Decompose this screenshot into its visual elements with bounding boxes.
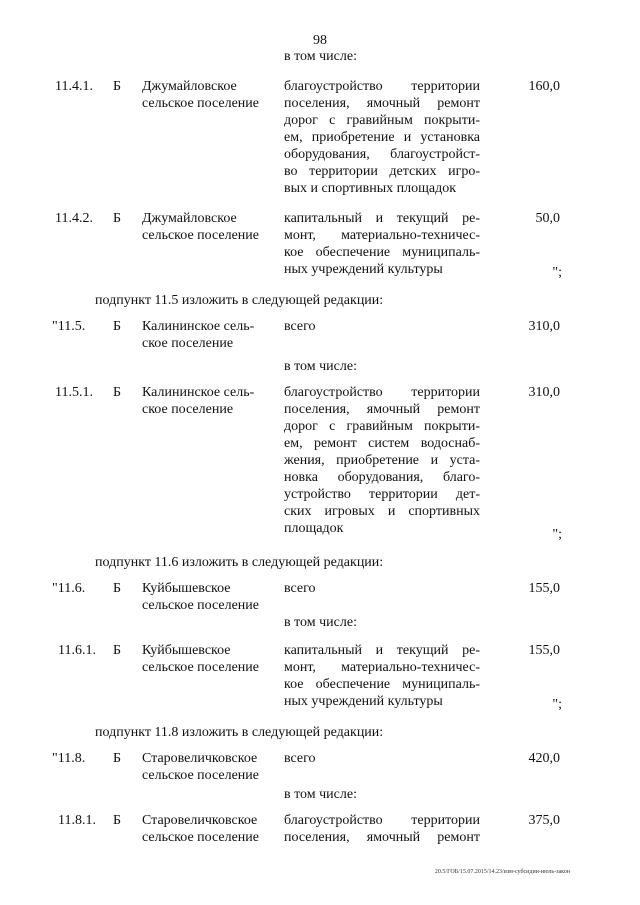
description-line: благоустройство территории xyxy=(284,79,480,94)
row-amount: 50,0 xyxy=(535,211,560,226)
description-line: в том числе: xyxy=(284,615,357,630)
name-line: Калининское сель- xyxy=(142,319,255,334)
row-amount: 420,0 xyxy=(528,751,560,766)
row-description xyxy=(284,384,480,537)
name-line: Старовеличковское xyxy=(142,751,258,766)
row-description xyxy=(284,318,480,335)
row-amount: 155,0 xyxy=(528,581,560,596)
row-category: Б xyxy=(113,581,122,596)
row-code: 11.4.2. xyxy=(55,211,93,226)
row-category: Б xyxy=(113,319,122,334)
description-line: во территории детских игро- xyxy=(284,164,480,179)
description-line: монт, материально-техничес- xyxy=(284,228,480,243)
description-line: всего xyxy=(284,319,316,334)
name-line: сельское поселение xyxy=(142,830,259,845)
description-line: в том числе: xyxy=(284,787,357,802)
row-code: "11.5. xyxy=(52,319,86,334)
description-line: поселения, ямочный ремонт xyxy=(284,96,480,111)
description-line: в том числе: xyxy=(284,359,357,374)
row-category: Б xyxy=(113,751,122,766)
footer-file-reference: 20.5/ГОБ/15.07.2015/14.23/изм-субсидии-июль-закон xyxy=(434,869,570,875)
row-category: Б xyxy=(113,79,122,94)
description-line: оборудования, благоустройст- xyxy=(284,147,480,162)
description-line: ских игровых и спортивных xyxy=(284,504,480,519)
name-line: Джумайловское xyxy=(142,211,237,226)
row-name xyxy=(142,580,259,614)
name-line: сельское поселение xyxy=(142,660,259,675)
amendment-intro: подпункт 11.8 изложить в следующей редакции: xyxy=(95,725,384,740)
row-description xyxy=(284,78,480,197)
name-line: Джумайловское xyxy=(142,79,237,94)
row-description xyxy=(284,48,480,65)
description-line: кое обеспечение муниципаль- xyxy=(284,677,480,692)
description-line: вых и спортивных площадок xyxy=(284,181,457,196)
row-code: "11.8. xyxy=(52,751,86,766)
description-line: ем, приобретение и установка xyxy=(284,130,480,145)
description-line: благоустройство территории xyxy=(284,385,480,400)
row-code: 11.5.1. xyxy=(55,385,93,400)
closing-quote: "; xyxy=(552,265,562,280)
row-description xyxy=(284,580,480,597)
name-line: Куйбышевское xyxy=(142,581,231,596)
name-line: сельское поселение xyxy=(142,598,259,613)
row-name xyxy=(142,750,259,784)
name-line: Куйбышевское xyxy=(142,643,231,658)
description-line: дорог с гравийным покрыти- xyxy=(284,113,480,128)
name-line: ское поселение xyxy=(142,336,234,351)
row-category: Б xyxy=(113,211,122,226)
description-line: монт, материально-техничес- xyxy=(284,660,480,675)
row-description xyxy=(284,210,480,278)
row-name xyxy=(142,78,259,112)
row-code: 11.6.1. xyxy=(58,643,96,658)
row-name xyxy=(142,384,254,418)
row-description xyxy=(284,614,480,631)
row-description xyxy=(284,786,480,803)
description-line: благоустройство территории xyxy=(284,813,480,828)
amendment-intro: подпункт 11.5 изложить в следующей редакции: xyxy=(95,293,384,308)
name-line: Старовеличковское xyxy=(142,813,258,828)
row-description xyxy=(284,358,480,375)
description-line: устройство территории дет- xyxy=(284,487,480,502)
description-line: ных учреждений культуры xyxy=(284,694,443,709)
name-line: Калининское сель- xyxy=(142,385,255,400)
row-code: "11.6. xyxy=(52,581,86,596)
closing-quote: "; xyxy=(552,527,562,542)
page-number: 98 xyxy=(313,33,327,48)
row-category: Б xyxy=(113,385,122,400)
name-line: ское поселение xyxy=(142,402,234,417)
description-line: дорог с гравийным покрыти- xyxy=(284,419,480,434)
row-description xyxy=(284,642,480,710)
row-amount: 310,0 xyxy=(528,385,560,400)
description-line: капитальный и текущий ре- xyxy=(284,643,480,658)
row-description xyxy=(284,812,480,846)
row-amount: 375,0 xyxy=(528,813,560,828)
closing-quote: "; xyxy=(552,697,562,712)
row-name xyxy=(142,642,259,676)
amendment-intro: подпункт 11.6 изложить в следующей редакции: xyxy=(95,555,384,570)
name-line: сельское поселение xyxy=(142,768,259,783)
row-name xyxy=(142,210,259,244)
description-line: площадок xyxy=(284,521,344,536)
row-amount: 160,0 xyxy=(528,79,560,94)
row-category: Б xyxy=(113,643,122,658)
description-line: всего xyxy=(284,751,316,766)
description-line: в том числе: xyxy=(284,49,357,64)
description-line: всего xyxy=(284,581,316,596)
row-amount: 155,0 xyxy=(528,643,560,658)
description-line: ем, ремонт систем водоснаб- xyxy=(284,436,480,451)
row-description xyxy=(284,750,480,767)
description-line: капитальный и текущий ре- xyxy=(284,211,480,226)
description-line: поселения, ямочный ремонт xyxy=(284,402,480,417)
description-line: жения, приобретение и уста- xyxy=(284,453,480,468)
description-line: кое обеспечение муниципаль- xyxy=(284,245,480,260)
description-line: новка оборудования, благо- xyxy=(284,470,480,485)
row-category: Б xyxy=(113,813,122,828)
description-line: ных учреждений культуры xyxy=(284,262,443,277)
name-line: сельское поселение xyxy=(142,228,259,243)
row-name xyxy=(142,812,259,846)
row-code: 11.4.1. xyxy=(55,79,93,94)
name-line: сельское поселение xyxy=(142,96,259,111)
description-line: поселения, ямочный ремонт xyxy=(284,830,480,845)
row-amount: 310,0 xyxy=(528,319,560,334)
row-code: 11.8.1. xyxy=(58,813,96,828)
row-name xyxy=(142,318,254,352)
